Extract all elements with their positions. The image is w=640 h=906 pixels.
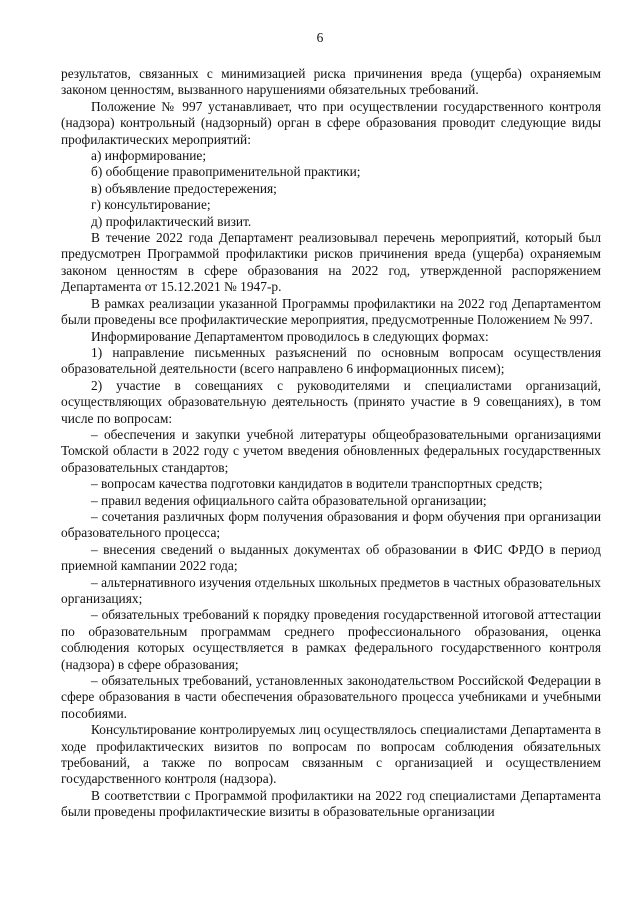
dash-item: – внесения сведений о выданных документах об образовании в ФИС ФРДО в период приемной кампании 2022 года; [61,541,601,574]
dash-item: – сочетания различных форм получения образования и форм обучения при организации образовательного процесса; [61,508,601,541]
list-item: г) консультирование; [91,197,211,213]
list-item: в) объявление предостережения; [91,180,277,196]
document-body [61,66,601,821]
list-item: а) информирование; [91,148,207,164]
paragraph: результатов, связанных с минимизацией риска причинения вреда (ущерба) охраняемым законом ценностям, вызванного нарушениями обязательных требований. [61,66,601,98]
paragraph: В течение 2022 года Департамент реализовывал перечень мероприятий, который был предусмотрен Программой профилактики рисков причинения вреда (ущерба) охраняемым законом ценностям в сфере образования на 2022 год, утвержденной распоряжением Департамента от 15.12.2021 № 1947-р. [61,230,601,295]
paragraph: Информирование Департаментом проводилось в следующих формах: [91,328,489,344]
list-item: 1) направление письменных разъяснений по основным вопросам осуществления образовательной деятельности (всего направлено 6 информационных писем); [61,344,601,377]
dash-item: – обеспечения и закупки учебной литературы общеобразовательными организациями Томской области в 2022 году с учетом введения обновленных федеральных государственных образовательных стандартов; [61,426,601,475]
paragraph: В рамках реализации указанной Программы профилактики на 2022 год Департаментом были проведены все профилактические мероприятия, предусмотренные Положением № 997. [61,295,601,328]
dash-item: – альтернативного изучения отдельных школьных предметов в частных образовательных организациях; [61,574,601,606]
list-item: 2) участие в совещаниях с руководителями и специалистами организаций, осуществляющих образовательную деятельность (принято участие в 9 совещаниях), в том числе по вопросам: [61,377,601,426]
paragraph: Консультирование контролируемых лиц осуществлялось специалистами Департамента в ходе профилактических визитов по вопросам по вопросам соблюдения обязательных требований, а также по вопросам связанным с организацией и осуществлением государственного контроля (надзора). [61,722,601,787]
dash-item: – правил ведения официального сайта образовательной организации; [91,492,487,508]
paragraph: В соответствии с Программой профилактики на 2022 год специалистами Департамента были проведены профилактические визиты в образовательные организации [61,787,601,820]
dash-item: – обязательных требований, установленных законодательством Российской Федерации в сфере образования в части обеспечения образовательного процесса учебниками и учебными пособиями. [61,673,601,721]
paragraph: Положение № 997 устанавливает, что при осуществлении государственного контроля (надзора) контрольный (надзорный) орган в сфере образования проводит следующие виды профилактических мероприятий: [61,98,601,147]
list-item: б) обобщение правоприменительной практики; [91,164,361,180]
dash-item: – обязательных требований к порядку проведения государственной итоговой аттестации по образовательным программам среднего профессионального образования, оценка соблюдения которых осуществляется в рамках федерального государственного контроля (надзора) в сфере образования; [61,607,601,672]
list-item: д) профилактический визит. [91,213,252,229]
dash-item: – вопросам качества подготовки кандидатов в водители транспортных средств; [91,476,543,492]
page-number: 6 [316,30,324,45]
